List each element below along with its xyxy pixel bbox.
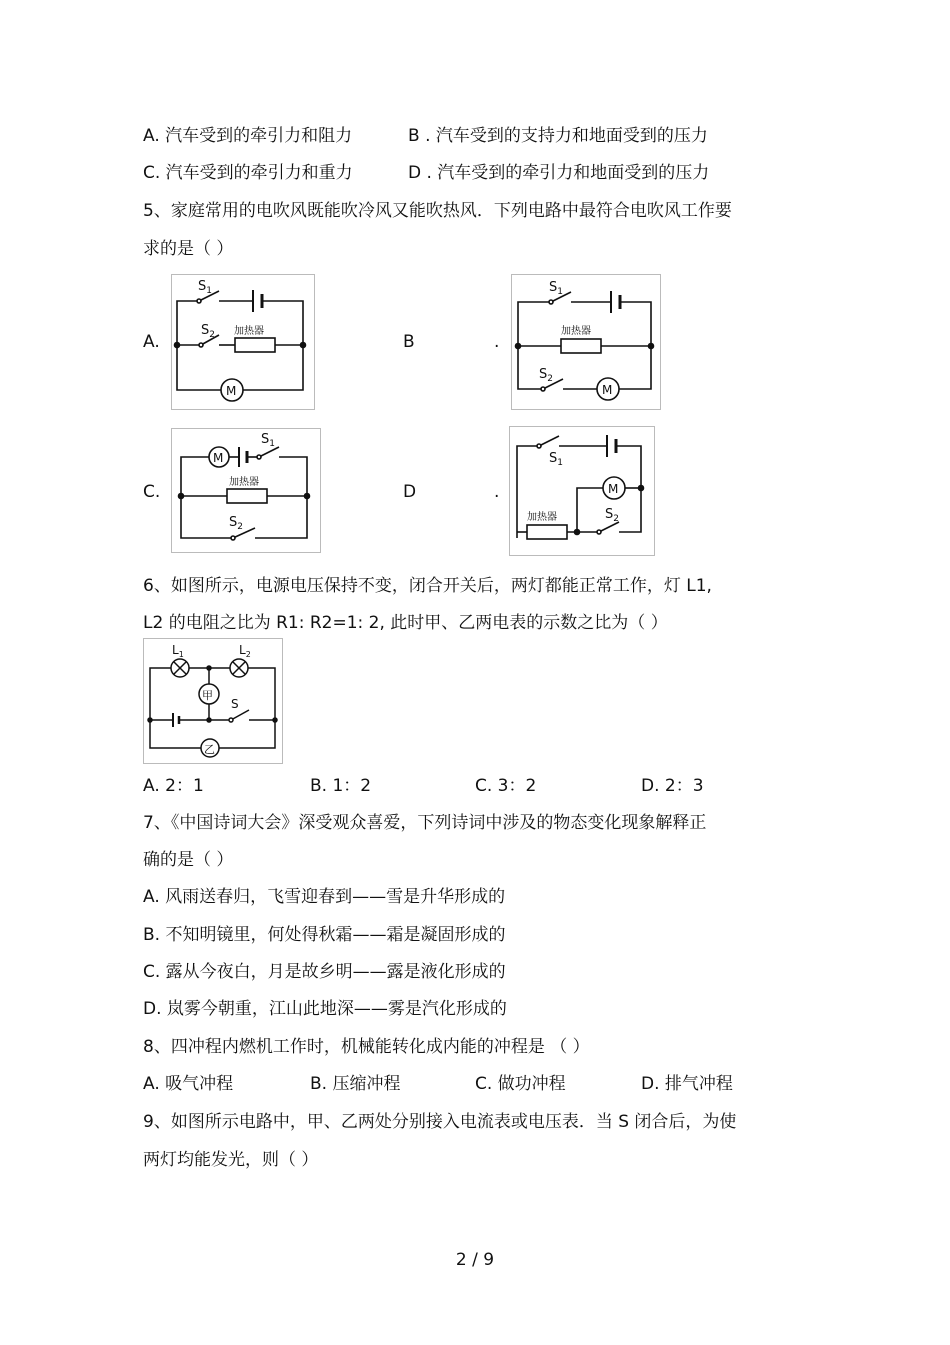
q8-option-a: A. 吸气冲程 xyxy=(143,1074,234,1094)
q8-option-b: B. 压缩冲程 xyxy=(310,1074,401,1094)
q6-option-a: A. 2：1 xyxy=(143,776,204,796)
q7-option-a: A. 风雨送春归，飞雪迎春到——雪是升华形成的 xyxy=(143,887,506,907)
l2-label: $L_2$ xyxy=(239,643,251,659)
meter-jia-label: 甲 xyxy=(202,689,213,702)
s2-label: $S_2$ xyxy=(539,367,553,384)
motor-label: M xyxy=(602,383,613,397)
circuit-diagram-a xyxy=(171,274,315,410)
q6-text-line1: 6、如图所示，电源电压保持不变，闭合开关后，两灯都能正常工作，灯 L1, xyxy=(143,576,712,596)
q4-option-b: B . 汽车受到的支持力和地面受到的压力 xyxy=(408,126,708,146)
circuit-diagram-c xyxy=(171,428,321,553)
q8-option-d: D. 排气冲程 xyxy=(641,1074,733,1094)
q6-option-b: B. 1：2 xyxy=(310,776,372,796)
q6-option-c: C. 3：2 xyxy=(475,776,537,796)
q5-label-d: D xyxy=(403,482,417,502)
page-number: 2 / 9 xyxy=(455,1250,495,1270)
q9-text-line2: 两灯均能发光，则（ ） xyxy=(143,1150,319,1170)
s2-label: $S_2$ xyxy=(605,507,619,524)
q5-label-c: C. xyxy=(143,482,161,502)
q6-option-d: D. 2：3 xyxy=(641,776,704,796)
motor-label: M xyxy=(213,451,224,465)
s2-label: $S_2$ xyxy=(229,515,243,532)
q6-text-line2: L2 的电阻之比为 R1: R2=1: 2, 此时甲、乙两电表的示数之比为（ ） xyxy=(143,613,668,633)
l1-label: $L_1$ xyxy=(172,643,184,659)
s1-label: $S_1$ xyxy=(549,451,563,468)
q5-label-b: B xyxy=(403,332,415,352)
heater-label: 加热器 xyxy=(527,512,557,523)
q8-text-line1: 8、四冲程内燃机工作时，机械能转化成内能的冲程是 （ ） xyxy=(143,1037,590,1057)
q5-dot-d: . xyxy=(494,482,500,502)
s1-label: $S_1$ xyxy=(549,280,563,297)
motor-label: M xyxy=(226,384,237,398)
q7-text-line1: 7、《中国诗词大会》深受观众喜爱，下列诗词中涉及的物态变化现象解释正 xyxy=(143,813,707,833)
q5-label-a: A. xyxy=(143,332,160,352)
s1-label: $S_1$ xyxy=(261,432,275,449)
heater-label: 加热器 xyxy=(229,477,259,488)
q4-option-a: A. 汽车受到的牵引力和阻力 xyxy=(143,126,353,146)
s1-label: $S_1$ xyxy=(198,279,212,296)
q4-option-c: C. 汽车受到的牵引力和重力 xyxy=(143,163,353,183)
q5-dot-b: . xyxy=(494,332,500,352)
q7-option-c: C. 露从今夜白，月是故乡明——露是液化形成的 xyxy=(143,962,506,982)
circuit-diagram-q6 xyxy=(143,638,283,764)
heater-label: 加热器 xyxy=(561,326,591,337)
motor-label: M xyxy=(608,482,619,496)
meter-yi-label: 乙 xyxy=(204,743,215,756)
circuit-diagram-b xyxy=(511,274,661,410)
s2-label: $S_2$ xyxy=(201,323,215,340)
q4-option-d: D . 汽车受到的牵引力和地面受到的压力 xyxy=(408,163,710,183)
q7-option-d: D. 岚雾今朝重，江山此地深——雾是汽化形成的 xyxy=(143,999,507,1019)
heater-label: 加热器 xyxy=(234,326,264,337)
q8-option-c: C. 做功冲程 xyxy=(475,1074,566,1094)
s-label: S xyxy=(231,697,239,711)
q7-option-b: B. 不知明镜里，何处得秋霜——霜是凝固形成的 xyxy=(143,925,506,945)
q7-text-line2: 确的是（ ） xyxy=(143,850,234,870)
q5-text-line1: 5、家庭常用的电吹风既能吹冷风又能吹热风．下列电路中最符合电吹风工作要 xyxy=(143,201,732,221)
circuit-diagram-d xyxy=(509,426,655,556)
q5-text-line2: 求的是（ ） xyxy=(143,239,234,259)
q9-text-line1: 9、如图所示电路中，甲、乙两处分别接入电流表或电压表．当 S 闭合后，为使 xyxy=(143,1112,737,1132)
